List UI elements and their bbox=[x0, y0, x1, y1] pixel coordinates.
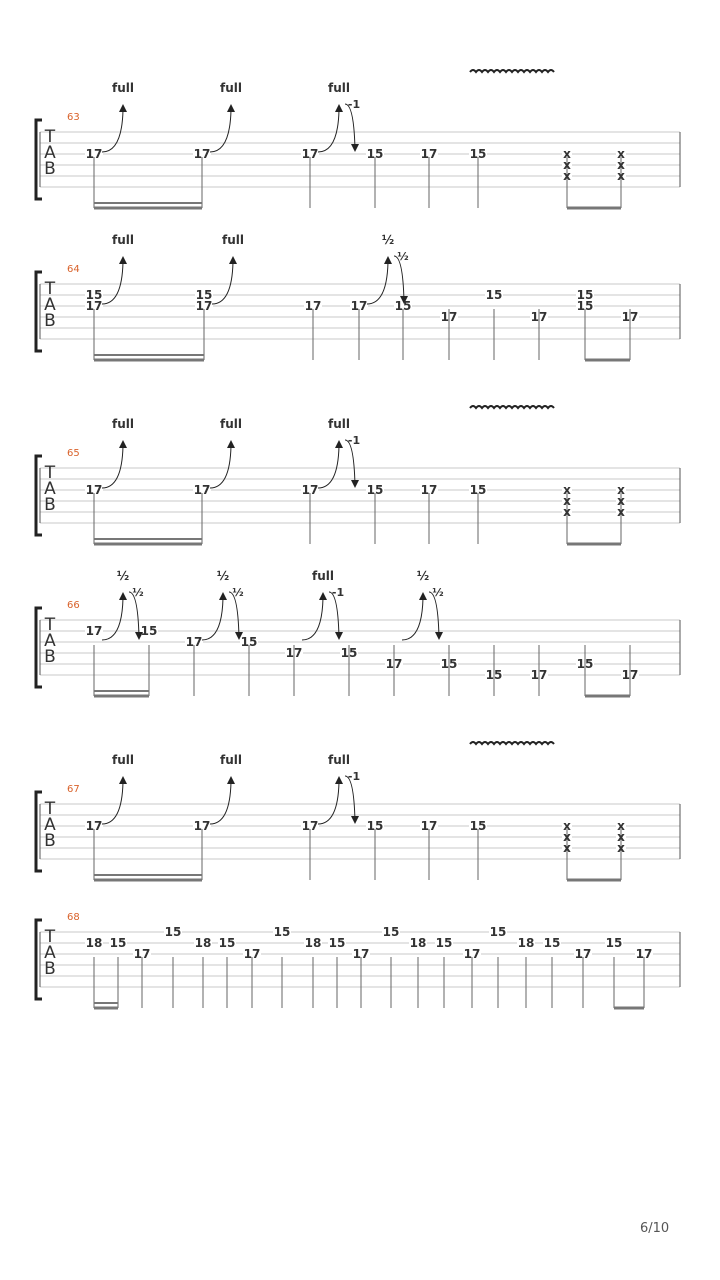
dead-note: x bbox=[563, 483, 571, 497]
dead-note: x bbox=[617, 819, 625, 833]
bend-arrow bbox=[335, 104, 343, 112]
bend-label: full bbox=[220, 753, 242, 767]
dead-note: x bbox=[563, 169, 571, 183]
bend-curve bbox=[210, 446, 231, 488]
bend-arrow bbox=[384, 256, 392, 264]
measure-number: 63 bbox=[67, 112, 80, 123]
release-arrow bbox=[435, 632, 443, 640]
measure-number: 67 bbox=[67, 784, 80, 795]
fret-number: 15 bbox=[469, 819, 487, 833]
fret-number: 17 bbox=[420, 147, 438, 161]
release-label: -1 bbox=[347, 770, 361, 783]
release-label: -1 bbox=[347, 98, 361, 111]
bend-arrow bbox=[335, 440, 343, 448]
bend-arrow bbox=[229, 256, 237, 264]
fret-number: 15 bbox=[469, 483, 487, 497]
measure-number: 65 bbox=[67, 448, 80, 459]
release-arrow bbox=[351, 816, 359, 824]
bend-arrow bbox=[319, 592, 327, 600]
fret-number: 17 bbox=[350, 299, 368, 313]
bend-label: full bbox=[312, 569, 334, 583]
release-label: ½ bbox=[132, 586, 144, 599]
bend-curve bbox=[102, 262, 123, 304]
fret-number: 15 bbox=[218, 936, 236, 950]
dead-note: x bbox=[617, 158, 625, 172]
release-label: ½ bbox=[397, 250, 409, 263]
bend-curve bbox=[402, 598, 423, 640]
dead-note: x bbox=[563, 819, 571, 833]
tab-clef-letter: T bbox=[44, 127, 56, 147]
tab-clef-letter: A bbox=[44, 143, 56, 163]
fret-number: 15 bbox=[576, 657, 594, 671]
fret-number: 17 bbox=[463, 947, 481, 961]
fret-number: 15 bbox=[240, 635, 258, 649]
tab-clef-letter: B bbox=[44, 495, 56, 515]
fret-number: 15 bbox=[576, 288, 594, 302]
tab-clef-letter: A bbox=[44, 815, 56, 835]
fret-number: 15 bbox=[164, 925, 182, 939]
tab-clef-letter: A bbox=[44, 295, 56, 315]
dead-note: x bbox=[617, 505, 625, 519]
fret-number: 17 bbox=[621, 668, 639, 682]
bend-arrow bbox=[119, 104, 127, 112]
fret-number: 17 bbox=[193, 819, 211, 833]
bend-arrow bbox=[119, 776, 127, 784]
bend-curve bbox=[102, 446, 123, 488]
tab-clef-letter: T bbox=[44, 615, 56, 635]
page-number: 6/10 bbox=[640, 1221, 670, 1236]
fret-number: 15 bbox=[485, 668, 503, 682]
bend-arrow bbox=[119, 256, 127, 264]
release-arrow bbox=[335, 632, 343, 640]
fret-number: 15 bbox=[469, 147, 487, 161]
fret-number: 15 bbox=[195, 288, 213, 302]
fret-number: 15 bbox=[485, 288, 503, 302]
bend-curve bbox=[212, 262, 233, 304]
bend-arrow bbox=[227, 776, 235, 784]
fret-number: 17 bbox=[530, 668, 548, 682]
dead-note: x bbox=[563, 158, 571, 172]
dead-note: x bbox=[617, 169, 625, 183]
bend-arrow bbox=[119, 440, 127, 448]
tab-clef-letter: T bbox=[44, 927, 56, 947]
vibrato-mark bbox=[470, 406, 554, 408]
fret-number: 15 bbox=[382, 925, 400, 939]
fret-number: 15 bbox=[366, 483, 384, 497]
bend-arrow bbox=[227, 440, 235, 448]
fret-number: 15 bbox=[394, 299, 412, 313]
system-68 bbox=[36, 920, 680, 1008]
fret-number: 17 bbox=[85, 483, 103, 497]
bend-label: full bbox=[220, 81, 242, 95]
fret-number: 17 bbox=[85, 624, 103, 638]
fret-number: 18 bbox=[85, 936, 103, 950]
fret-number: 17 bbox=[185, 635, 203, 649]
bend-arrow bbox=[119, 592, 127, 600]
fret-number: 15 bbox=[576, 299, 594, 313]
fret-number: 17 bbox=[574, 947, 592, 961]
fret-number: 17 bbox=[385, 657, 403, 671]
bend-label: full bbox=[328, 753, 350, 767]
fret-number: 17 bbox=[301, 147, 319, 161]
fret-number: 15 bbox=[85, 288, 103, 302]
fret-number: 15 bbox=[340, 646, 358, 660]
fret-number: 17 bbox=[420, 483, 438, 497]
fret-number: 17 bbox=[352, 947, 370, 961]
dead-note: x bbox=[563, 841, 571, 855]
tab-clef-letter: B bbox=[44, 959, 56, 979]
bend-label: full bbox=[328, 417, 350, 431]
fret-number: 15 bbox=[605, 936, 623, 950]
fret-number: 18 bbox=[517, 936, 535, 950]
bend-curve bbox=[318, 782, 339, 824]
fret-number: 15 bbox=[543, 936, 561, 950]
fret-number: 18 bbox=[409, 936, 427, 950]
dead-note: x bbox=[617, 147, 625, 161]
bend-curve bbox=[318, 446, 339, 488]
bend-curve bbox=[202, 598, 223, 640]
tab-clef-letter: B bbox=[44, 159, 56, 179]
fret-number: 17 bbox=[304, 299, 322, 313]
bend-curve bbox=[102, 110, 123, 152]
fret-number: 17 bbox=[85, 819, 103, 833]
fret-number: 15 bbox=[366, 819, 384, 833]
fret-number: 17 bbox=[285, 646, 303, 660]
fret-number: 17 bbox=[621, 310, 639, 324]
fret-number: 15 bbox=[435, 936, 453, 950]
bend-label: ½ bbox=[381, 233, 395, 247]
fret-number: 18 bbox=[194, 936, 212, 950]
release-label: ½ bbox=[432, 586, 444, 599]
bend-arrow bbox=[227, 104, 235, 112]
bend-label: ½ bbox=[216, 569, 230, 583]
bend-label: full bbox=[328, 81, 350, 95]
tab-clef-letter: T bbox=[44, 799, 56, 819]
fret-number: 15 bbox=[109, 936, 127, 950]
fret-number: 15 bbox=[328, 936, 346, 950]
vibrato-mark bbox=[470, 70, 554, 72]
dead-note: x bbox=[617, 830, 625, 844]
fret-number: 17 bbox=[301, 483, 319, 497]
fret-number: 17 bbox=[133, 947, 151, 961]
tab-clef-letter: T bbox=[44, 463, 56, 483]
bend-label: full bbox=[220, 417, 242, 431]
fret-number: 17 bbox=[440, 310, 458, 324]
bend-curve bbox=[210, 110, 231, 152]
measure-number: 64 bbox=[67, 264, 80, 275]
tab-clef-letter: B bbox=[44, 311, 56, 331]
tab-clef-letter: B bbox=[44, 831, 56, 851]
release-arrow bbox=[351, 144, 359, 152]
bend-label: full bbox=[112, 81, 134, 95]
bend-curve bbox=[318, 110, 339, 152]
bend-arrow bbox=[219, 592, 227, 600]
bend-label: full bbox=[112, 233, 134, 247]
fret-number: 17 bbox=[635, 947, 653, 961]
vibrato-mark bbox=[470, 742, 554, 744]
bend-curve bbox=[102, 782, 123, 824]
release-arrow bbox=[351, 480, 359, 488]
fret-number: 17 bbox=[530, 310, 548, 324]
bend-label: ½ bbox=[416, 569, 430, 583]
bend-curve bbox=[367, 262, 388, 304]
fret-number: 17 bbox=[420, 819, 438, 833]
tab-clef-letter: A bbox=[44, 479, 56, 499]
fret-number: 17 bbox=[193, 147, 211, 161]
measure-number: 68 bbox=[67, 912, 80, 923]
tab-clef-letter: T bbox=[44, 279, 56, 299]
tab-clef-letter: A bbox=[44, 631, 56, 651]
measure-number: 66 bbox=[67, 600, 80, 611]
bend-arrow bbox=[335, 776, 343, 784]
bend-label: full bbox=[222, 233, 244, 247]
dead-note: x bbox=[617, 494, 625, 508]
dead-note: x bbox=[617, 841, 625, 855]
bend-arrow bbox=[419, 592, 427, 600]
dead-note: x bbox=[617, 483, 625, 497]
bend-curve bbox=[302, 598, 323, 640]
release-label: -1 bbox=[347, 434, 361, 447]
fret-number: 17 bbox=[301, 819, 319, 833]
dead-note: x bbox=[563, 494, 571, 508]
bend-curve bbox=[102, 598, 123, 640]
bend-label: ½ bbox=[116, 569, 130, 583]
bend-curve bbox=[210, 782, 231, 824]
fret-number: 15 bbox=[489, 925, 507, 939]
release-label: ½ bbox=[232, 586, 244, 599]
fret-number: 17 bbox=[193, 483, 211, 497]
bend-label: full bbox=[112, 753, 134, 767]
tab-clef-letter: A bbox=[44, 943, 56, 963]
dead-note: x bbox=[563, 830, 571, 844]
fret-number: 15 bbox=[140, 624, 158, 638]
fret-number: 17 bbox=[195, 299, 213, 313]
dead-note: x bbox=[563, 147, 571, 161]
system-66 bbox=[36, 592, 680, 696]
tab-clef-letter: B bbox=[44, 647, 56, 667]
fret-number: 15 bbox=[440, 657, 458, 671]
dead-note: x bbox=[563, 505, 571, 519]
fret-number: 17 bbox=[243, 947, 261, 961]
bend-label: full bbox=[112, 417, 134, 431]
fret-number: 15 bbox=[273, 925, 291, 939]
fret-number: 17 bbox=[85, 299, 103, 313]
release-label: -1 bbox=[331, 586, 345, 599]
fret-number: 15 bbox=[366, 147, 384, 161]
fret-number: 18 bbox=[304, 936, 322, 950]
fret-number: 17 bbox=[85, 147, 103, 161]
